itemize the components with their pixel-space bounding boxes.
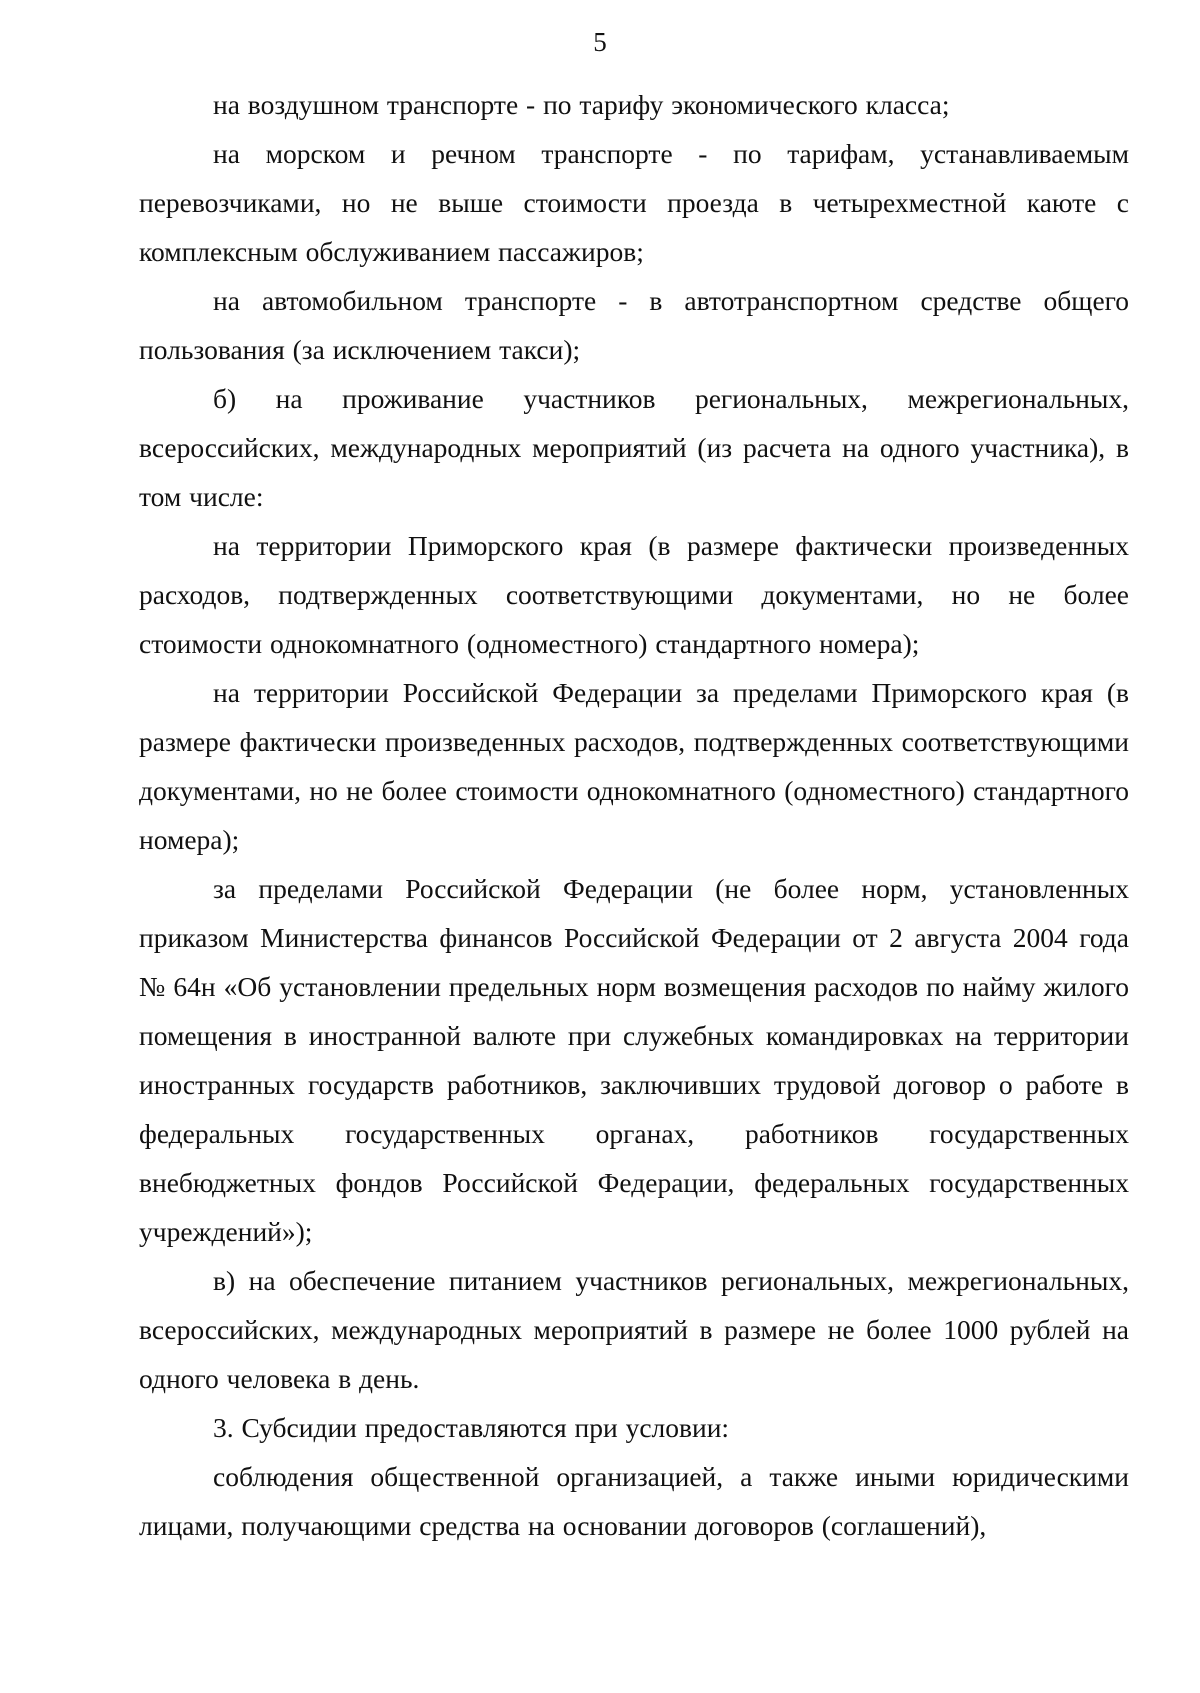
paragraph-abroad: за пределами Российской Федерации (не более норм, установленных приказом Министерства финансов Российской Федерации от 2 августа 2004 года № 64н «Об установлении предельных норм возмещения расходов по найму жилого помещения в иностранной валюте при служебных командировках на территории иностранных государств работников, заключивших трудовой договор о работе в федеральных государственных органах, работников государственных внебюджетных фондов Российской Федерации, федеральных государственных учреждений»); (139, 873, 1129, 1247)
paragraph-primorsky-territory: на территории Приморского края (в размере фактически произведенных расходов, подтвержденных соответствующими документами, но не более стоимости однокомнатного (одноместного) стандартного номера); (139, 530, 1129, 659)
paragraph-subsidy-conditions: 3. Субсидии предоставляются при условии: (213, 1412, 730, 1443)
paragraph-compliance: соблюдения общественной организацией, а также иными юридическими лицами, получающими средства на основании договоров (соглашений), (139, 1461, 1129, 1541)
paragraph-road-transport: на автомобильном транспорте - в автотранспортном средстве общего пользования (за исключением такси); (139, 285, 1129, 365)
paragraph-air-transport: на воздушном транспорте - по тарифу экономического класса; (213, 89, 950, 120)
page-number: 5 (593, 27, 607, 57)
paragraph-sea-river-transport: на морском и речном транспорте - по тарифам, устанавливаемым перевозчиками, но не выше стоимости проезда в четырехместной каюте с комплексным обслуживанием пассажиров; (139, 138, 1129, 267)
paragraph-russian-federation: на территории Российской Федерации за пределами Приморского края (в размере фактически произведенных расходов, подтвержденных соответствующими документами, но не более стоимости однокомнатного (одноместного) стандартного номера); (139, 677, 1129, 855)
paragraph-meals: в) на обеспечение питанием участников региональных, межрегиональных, всероссийских, международных мероприятий в размере не более 1000 рублей на одного человека в день. (139, 1265, 1129, 1394)
paragraph-accommodation: б) на проживание участников региональных, межрегиональных, всероссийских, международных мероприятий (из расчета на одного участника), в том числе: (139, 383, 1129, 512)
document-body (139, 80, 1129, 1550)
